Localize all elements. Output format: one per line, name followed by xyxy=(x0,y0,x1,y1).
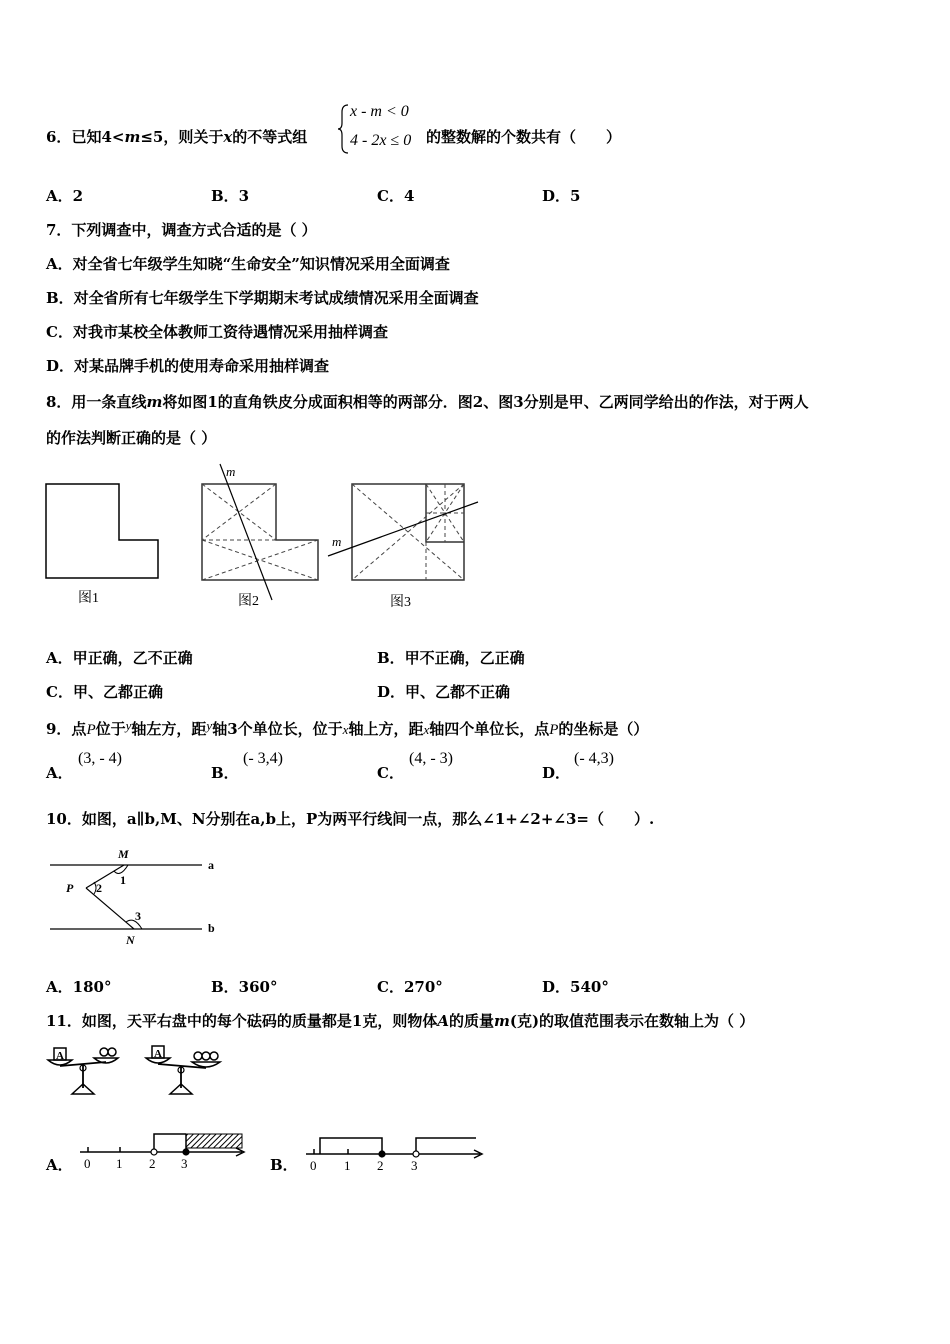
q11-a-tick-2: 2 xyxy=(149,1156,156,1171)
q8-figure1 xyxy=(44,482,164,612)
q11-option-b[interactable]: B． xyxy=(270,1156,298,1174)
q11-a-tick-0: 0 xyxy=(84,1156,91,1171)
q8-stem-line2: 的作法判断正确的是（ ） xyxy=(46,429,217,447)
q10-option-d[interactable]: D．540° xyxy=(542,978,609,996)
q9-option-a[interactable]: A． xyxy=(46,764,73,782)
q8-option-b[interactable]: B．甲不正确，乙正确 xyxy=(377,649,525,667)
q10-option-c[interactable]: C．270° xyxy=(377,978,443,996)
q10-label-a: a xyxy=(208,858,214,872)
q8-option-a[interactable]: A．甲正确，乙不正确 xyxy=(46,649,193,667)
q8-figure2 xyxy=(198,460,338,610)
q10-option-b[interactable]: B．360° xyxy=(211,978,278,996)
q11-balance-scale-1 xyxy=(46,1044,126,1100)
q8-option-c[interactable]: C．甲、乙都正确 xyxy=(46,683,163,701)
q10-label-p: P xyxy=(66,881,74,895)
q11-a-tick-1: 1 xyxy=(116,1156,123,1171)
q9-option-b-value: (- 3,4) xyxy=(243,750,283,767)
q9-stem: 9．点P位于y轴左方，距y轴3个单位长，位于x轴上方，距x轴四个单位长，点P的坐标是（） xyxy=(46,718,649,738)
q6-system-line2: 4 - 2x ≤ 0 xyxy=(350,132,412,149)
q11-balance-scale-2 xyxy=(144,1044,224,1100)
q6-option-a[interactable]: A．2 xyxy=(46,187,84,205)
q10-label-3: 3 xyxy=(135,909,141,923)
q11-b-tick-0: 0 xyxy=(310,1158,317,1173)
q7-option-a[interactable]: A．对全省七年级学生知晓“生命安全”知识情况采用全面调查 xyxy=(46,255,450,273)
q11-scale2-object-label: A xyxy=(154,1048,162,1060)
q11-scale1-object-label: A xyxy=(56,1050,64,1062)
q10-label-n: N xyxy=(126,933,135,947)
q11-option-b-number-line[interactable] xyxy=(304,1132,504,1172)
q9-option-d-value: (- 4,3) xyxy=(574,750,614,767)
q11-b-tick-1: 1 xyxy=(344,1158,351,1173)
q8-fig2-caption: 图2 xyxy=(238,594,259,609)
q6-option-d[interactable]: D．5 xyxy=(542,187,581,205)
q10-label-b: b xyxy=(208,921,215,935)
q10-label-m: M xyxy=(118,847,129,861)
q9-option-b[interactable]: B． xyxy=(211,764,239,782)
q8-figure3 xyxy=(326,460,486,610)
q7-stem: 7．下列调查中，调查方式合适的是（ ） xyxy=(46,221,317,239)
q11-b-tick-2: 2 xyxy=(377,1158,384,1173)
q10-label-2: 2 xyxy=(96,881,102,895)
q10-option-a[interactable]: A．180° xyxy=(46,978,112,996)
q11-a-tick-3: 3 xyxy=(181,1156,188,1171)
q9-option-d[interactable]: D． xyxy=(542,764,571,782)
q8-stem-line1: 8．用一条直线m将如图1的直角铁皮分成面积相等的两部分．图2、图3分别是甲、乙两同学给出的作法，对于两人 xyxy=(46,393,809,411)
q8-option-d[interactable]: D．甲、乙都不正确 xyxy=(377,683,511,701)
q8-fig3-m-label: m xyxy=(332,534,342,549)
q6-system-brace xyxy=(338,103,350,155)
q8-fig2-m-label: m xyxy=(226,464,236,479)
q7-option-b[interactable]: B．对全省所有七年级学生下学期期末考试成绩情况采用全面调查 xyxy=(46,289,479,307)
q8-fig3-caption: 图3 xyxy=(390,595,411,610)
q11-b-tick-3: 3 xyxy=(411,1158,418,1173)
q11-option-a[interactable]: A． xyxy=(46,1156,73,1174)
q7-option-c[interactable]: C．对我市某校全体教师工资待遇情况采用抽样调查 xyxy=(46,323,388,341)
q11-option-a-number-line[interactable] xyxy=(78,1130,258,1170)
q6-stem-end: 的整数解的个数共有（ ） xyxy=(426,128,622,146)
q9-option-a-value: (3, - 4) xyxy=(78,750,122,767)
q9-option-c-value: (4, - 3) xyxy=(409,750,453,767)
q7-option-d[interactable]: D．对某品牌手机的使用寿命采用抽样调查 xyxy=(46,357,330,375)
q6-stem: 6．已知4<m≤5，则关于x的不等式组 xyxy=(46,128,308,146)
q8-fig1-caption: 图1 xyxy=(78,591,99,606)
q6-option-c[interactable]: C．4 xyxy=(377,187,415,205)
q10-stem: 10．如图，a∥b,M、N分别在a,b上，P为两平行线间一点，那么∠1+∠2+∠3=（ ）. xyxy=(46,810,655,828)
q10-label-1: 1 xyxy=(120,873,126,887)
q9-option-c[interactable]: C． xyxy=(377,764,404,782)
q6-system-line1: x - m < 0 xyxy=(350,103,409,120)
q10-figure xyxy=(46,842,236,952)
q6-option-b[interactable]: B．3 xyxy=(211,187,250,205)
q11-stem: 11．如图，天平右盘中的每个砝码的质量都是1克，则物体A的质量m(克)的取值范围表示在数轴上为（ ） xyxy=(46,1012,755,1030)
